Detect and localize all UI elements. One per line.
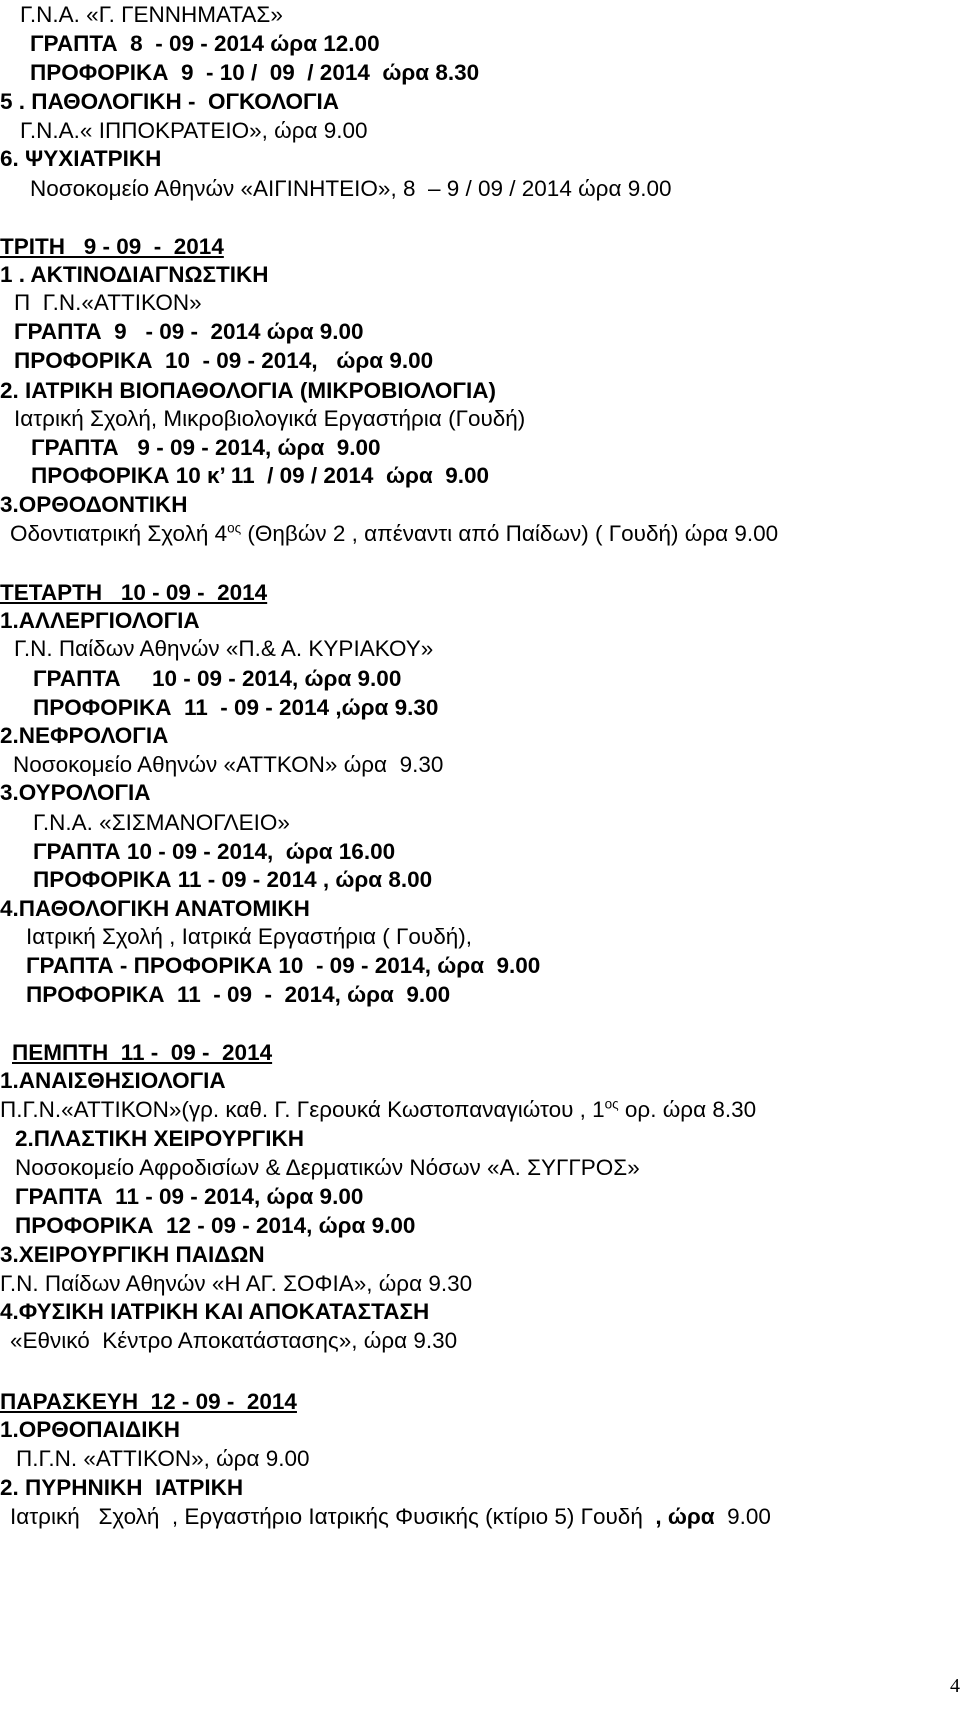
line-text: ΤΡΙΤΗ 9 - 09 - 2014	[0, 234, 224, 259]
bold-line	[0, 1419, 180, 1442]
bold-line	[0, 148, 161, 171]
line-text: ΠΡΟΦΟΡΙΚΑ 11 - 09 - 2014 , ώρα 8.00	[33, 867, 433, 892]
line-text: Γ.Ν.Α. «ΣΙΣΜΑΝΟΓΛΕΙΟ»	[33, 810, 290, 835]
line-text: ΠΡΟΦΟΡΙΚΑ 10 κ’ 11 / 09 / 2014 ώρα 9.00	[31, 463, 489, 488]
bold-line	[15, 1186, 363, 1209]
bold-line	[33, 841, 395, 864]
text-line	[20, 4, 283, 27]
line-text: ΠΑΡΑΣΚΕΥΗ 12 - 09 - 2014	[0, 1389, 297, 1414]
line-text: Νοσοκομείο Αθηνών «ΑΙΓΙΝΗΤΕΙΟ», 8 – 9 / 09 / 2014 ώρα 9.00	[30, 176, 672, 201]
bold-line	[30, 33, 380, 56]
line-text: 2.ΝΕΦΡΟΛΟΓΙΑ	[0, 723, 169, 748]
bold-line	[30, 62, 479, 85]
line-text: 1.ΟΡΘΟΠΑΙΔΙΚΗ	[0, 1417, 180, 1442]
bold-line	[0, 1477, 243, 1500]
line-text: Ιατρική Σχολή , Εργαστήριο Ιατρικής Φυσικής (κτίριο 5) Γουδή	[10, 1504, 656, 1529]
text-line	[14, 638, 433, 661]
line-text: «Εθνικό Κέντρο Αποκατάστασης», ώρα 9.30	[10, 1328, 458, 1353]
line-text: ΓΡΑΠΤΑ 9 - 09 - 2014 ώρα 9.00	[14, 319, 364, 344]
bold-line	[14, 350, 433, 373]
line-text: ΠΡΟΦΟΡΙΚΑ 12 - 09 - 2014, ώρα 9.00	[15, 1213, 416, 1238]
line-text-bold: , ώρα	[655, 1504, 715, 1529]
bold-line	[15, 1128, 304, 1151]
line-text: ΠΡΟΦΟΡΙΚΑ 10 - 09 - 2014, ώρα 9.00	[14, 348, 434, 373]
line-text: ΓΡΑΠΤΑ 10 - 09 - 2014, ώρα 16.00	[33, 839, 396, 864]
text-line	[33, 812, 290, 835]
line-text: ΠΡΟΦΟΡΙΚΑ 11 - 09 - 2014 ,ώρα 9.30	[33, 695, 439, 720]
text-line	[30, 178, 672, 201]
bold-line	[0, 725, 168, 748]
bold-line	[31, 437, 381, 460]
page-number: 4	[950, 1675, 960, 1697]
bold-line	[0, 380, 496, 403]
text-line	[0, 1096, 757, 1122]
line-text: ΠΡΟΦΟΡΙΚΑ 9 - 10 / 09 / 2014 ώρα 8.30	[30, 60, 480, 85]
text-line	[0, 1273, 472, 1296]
bold-line	[0, 1244, 265, 1267]
line-text: 6. ΨΥΧΙΑΤΡΙΚΗ	[0, 146, 162, 171]
ordinal-superscript: ος	[604, 1096, 619, 1112]
bold-line	[15, 1215, 415, 1238]
line-text-tail: 9.00	[714, 1504, 771, 1529]
day-heading	[0, 582, 267, 605]
ordinal-superscript: ος	[227, 520, 242, 536]
line-text: 2.ΠΛΑΣΤΙΚΗ ΧΕΙΡΟΥΡΓΙΚΗ	[15, 1126, 304, 1151]
line-text: 4.ΦΥΣΙΚΗ ΙΑΤΡΙΚΗ ΚΑΙ ΑΠΟΚΑΤΑΣΤΑΣΗ	[0, 1299, 430, 1324]
line-text: 3.ΟΡΘΟΔΟΝΤΙΚΗ	[0, 492, 188, 517]
line-text-tail: (Θηβών 2 , απέναντι από Παίδων) ( Γουδή) ώρα 9.00	[241, 521, 779, 546]
bold-line	[0, 610, 200, 633]
line-text: 1 . ΑΚΤΙΝΟΔΙΑΓΝΩΣΤΙΚΗ	[0, 262, 269, 287]
line-text: ΤΕΤΑΡΤΗ 10 - 09 - 2014	[0, 580, 268, 605]
bold-line	[26, 955, 540, 978]
bold-line	[0, 898, 310, 921]
line-text: Π.Γ.Ν. «ΑΤΤΙΚΟΝ», ώρα 9.00	[16, 1446, 310, 1471]
line-text: ΠΕΜΠΤΗ 11 - 09 - 2014	[12, 1040, 273, 1065]
line-text: ΓΡΑΠΤΑ 10 - 09 - 2014, ώρα 9.00	[33, 666, 402, 691]
line-text: ΠΡΟΦΟΡΙΚΑ 11 - 09 - 2014, ώρα 9.00	[26, 982, 451, 1007]
line-text: Π.Γ.Ν.«ΑΤΤΙΚΟΝ»(γρ. καθ. Γ. Γερουκά Κωστοπαναγιώτου , 1	[0, 1097, 605, 1122]
line-text: Π Γ.Ν.«ΑΤΤΙΚΟΝ»	[14, 290, 202, 315]
line-text: ΓΡΑΠΤΑ 8 - 09 - 2014 ώρα 12.00	[30, 31, 380, 56]
line-text: 3.ΧΕΙΡΟΥΡΓΙΚΗ ΠΑΙΔΩΝ	[0, 1242, 265, 1267]
line-text: Γ.Ν.Α.« ΙΠΠΟΚΡΑΤΕΙΟ», ώρα 9.00	[20, 118, 368, 143]
line-text: ΓΡΑΠΤΑ 9 - 09 - 2014, ώρα 9.00	[31, 435, 381, 460]
line-text: Γ.Ν. Παίδων Αθηνών «Η ΑΓ. ΣΟΦΙΑ», ώρα 9.30	[0, 1271, 473, 1296]
text-line	[20, 120, 368, 143]
line-text: Νοσοκομείο Αθηνών «ΑΤΤΚΟΝ» ώρα 9.30	[13, 752, 444, 777]
text-line	[14, 292, 202, 315]
text-line	[16, 1448, 310, 1471]
line-text: 1.ΑΝΑΙΣΘΗΣΙΟΛΟΓΙΑ	[0, 1068, 226, 1093]
line-text: Γ.Ν.Α. «Γ. ΓΕΝΝΗΜΑΤΑΣ»	[20, 2, 283, 27]
bold-line	[0, 494, 187, 517]
text-line	[26, 926, 472, 949]
day-heading	[0, 236, 224, 259]
line-text: Ιατρική Σχολή, Μικροβιολογικά Εργαστήρια (Γουδή)	[14, 406, 526, 431]
bold-line	[33, 697, 438, 720]
line-text: Γ.Ν. Παίδων Αθηνών «Π.& Α. ΚΥΡΙΑΚΟΥ»	[14, 636, 434, 661]
day-heading	[0, 1391, 297, 1414]
line-text-tail: ορ. ώρα 8.30	[618, 1097, 757, 1122]
text-line	[14, 408, 525, 431]
line-text: 4.ΠΑΘΟΛΟΓΙΚΗ ΑΝΑΤΟΜΙΚΗ	[0, 896, 310, 921]
line-text: 2. ΙΑΤΡΙΚΗ ΒΙΟΠΑΘΟΛΟΓΙΑ (ΜΙΚΡΟΒΙΟΛΟΓΙΑ)	[0, 378, 496, 403]
day-heading	[12, 1042, 272, 1065]
text-line	[13, 754, 443, 777]
bold-line	[0, 91, 339, 114]
bold-line	[14, 321, 364, 344]
text-line	[10, 520, 779, 546]
line-text: ΓΡΑΠΤΑ 11 - 09 - 2014, ώρα 9.00	[15, 1184, 364, 1209]
bold-line	[26, 984, 450, 1007]
bold-line	[0, 1301, 429, 1324]
line-text: Νοσοκομείο Αφροδισίων & Δερματικών Νόσων «Α. ΣΥΓΓΡΟΣ»	[15, 1155, 640, 1180]
text-line	[15, 1157, 640, 1180]
bold-line	[0, 1070, 226, 1093]
line-text: 2. ΠΥΡΗΝΙΚΗ ΙΑΤΡΙΚΗ	[0, 1475, 244, 1500]
line-text: 3.ΟΥΡΟΛΟΓΙΑ	[0, 780, 151, 805]
bold-line	[0, 782, 150, 805]
bold-line	[0, 264, 269, 287]
bold-line	[31, 465, 489, 488]
bold-line	[33, 869, 432, 892]
line-text: ΓΡΑΠΤΑ - ΠΡΟΦΟΡΙΚΑ 10 - 09 - 2014, ώρα 9.00	[26, 953, 541, 978]
line-text: Οδοντιατρική Σχολή 4	[10, 521, 228, 546]
line-text: 1.ΑΛΛΕΡΓΙΟΛΟΓΙΑ	[0, 608, 200, 633]
line-text: Ιατρική Σχολή , Ιατρικά Εργαστήρια ( Γουδή),	[26, 924, 473, 949]
bold-line	[33, 668, 401, 691]
line-text: 5 . ΠΑΘΟΛΟΓΙΚΗ - ΟΓΚΟΛΟΓΙΑ	[0, 89, 340, 114]
text-line	[10, 1330, 457, 1353]
text-line	[10, 1506, 771, 1529]
